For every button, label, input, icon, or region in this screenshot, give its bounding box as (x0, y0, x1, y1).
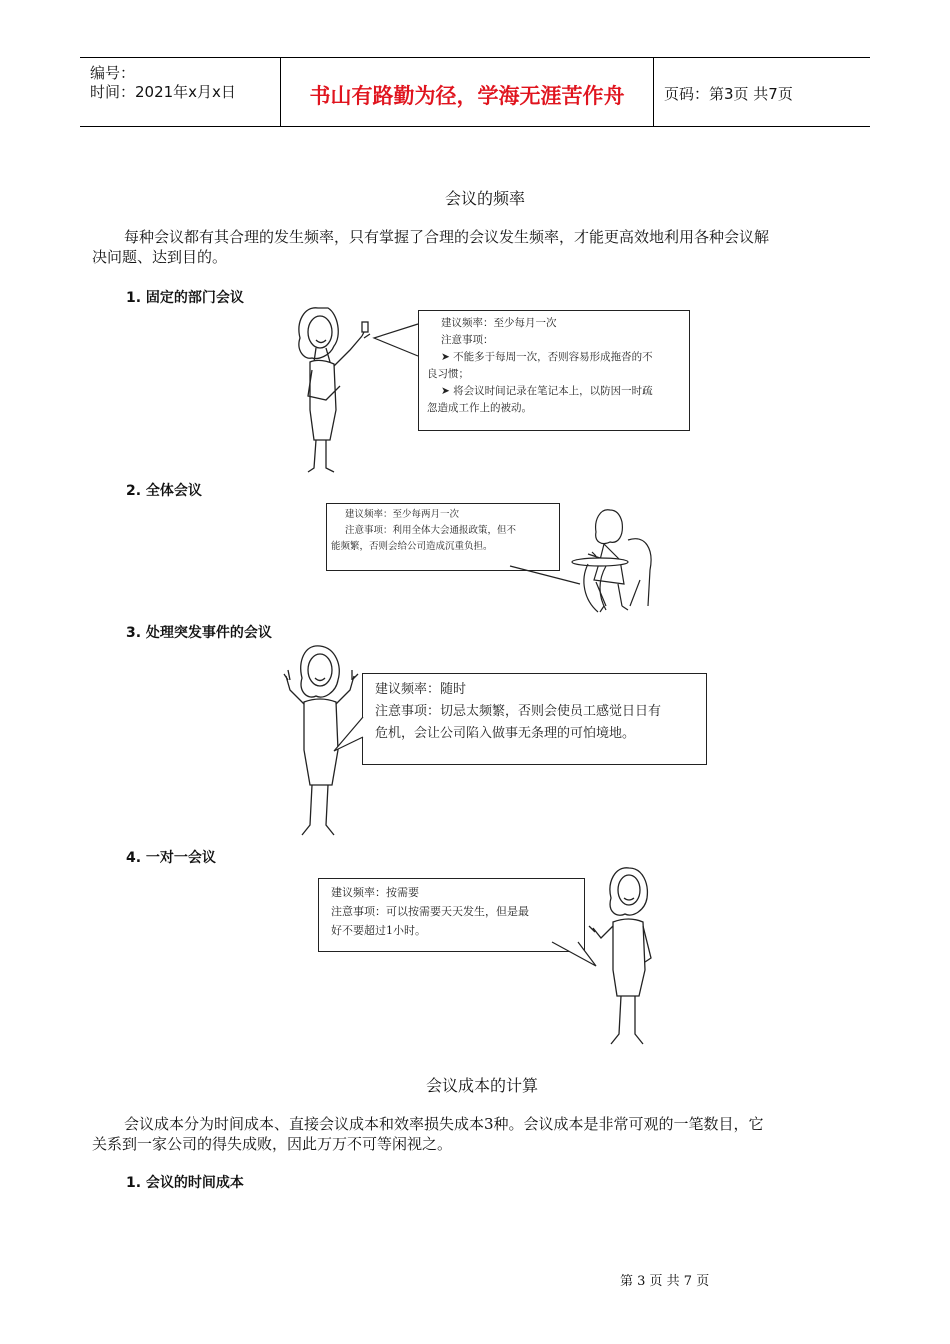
woman-gesturing-figure (585, 862, 665, 1052)
subheading-dept-meeting: 1. 固定的部门会议 (126, 290, 244, 306)
cost-intro-line-1: 会议成本分为时间成本、直接会议成本和效率损失成本3种。会议成本是非常可观的一笔数目，它 (124, 1115, 764, 1133)
callout-line: ➤ 不能多于每周一次，否则容易形成拖沓的不 (441, 351, 653, 363)
section-title-frequency: 会议的频率 (445, 189, 526, 208)
cost-intro-line-2: 关系到一家公司的得失成败，因此万万不可等闲视之。 (92, 1135, 453, 1153)
callout-line: 建议频率：至少每两月一次 (345, 509, 460, 520)
callout-dept-meeting (418, 310, 690, 431)
callout-line: 危机，会让公司陷入做事无条理的可怕境地。 (375, 726, 636, 741)
callout-line: 建议频率：按需要 (331, 886, 419, 899)
callout-line: 注意事项：利用全体大会通报政策，但不 (345, 525, 517, 536)
header-motto: 书山有路勤为径，学海无涯苦作舟 (309, 84, 625, 108)
doc-time-label: 时间：2021年x月x日 (90, 83, 236, 101)
callout-line: 注意事项：可以按需要天天发生，但是最 (331, 905, 529, 918)
callout-line: 建议频率：随时 (375, 682, 467, 697)
subheading-all-hands: 2. 全体会议 (126, 483, 202, 499)
subheading-time-cost: 1. 会议的时间成本 (126, 1175, 244, 1191)
callout-line: 注意事项： (441, 334, 494, 346)
section-title-cost: 会议成本的计算 (426, 1076, 539, 1095)
page-footer: 第 3 页 共 7 页 (620, 1274, 710, 1289)
header-meta-cell (80, 58, 281, 126)
subheading-emergency: 3. 处理突发事件的会议 (126, 625, 272, 641)
callout-line: 建议频率：至少每月一次 (441, 317, 557, 329)
callout-line: 能频繁，否则会给公司造成沉重负担。 (331, 541, 493, 552)
callout-line: 好不要超过1小时。 (331, 924, 426, 937)
callout-one-on-one (318, 878, 585, 952)
document-header (80, 57, 870, 127)
header-motto-cell (281, 58, 654, 126)
woman-sitting-figure (500, 500, 665, 618)
header-page-info: 页码：第3页 共7页 (664, 85, 793, 103)
callout-pointer (332, 715, 366, 755)
doc-number-label: 编号： (90, 64, 136, 82)
callout-pointer (372, 322, 422, 362)
subheading-one-on-one: 4. 一对一会议 (126, 850, 216, 866)
callout-line: ➤ 将会议时间记录在笔记本上，以防因一时疏 (441, 385, 653, 397)
callout-line: 注意事项：切忌太频繁，否则会使员工感觉日日有 (375, 704, 662, 719)
callout-emergency (362, 673, 707, 765)
header-page-cell (654, 58, 870, 126)
intro-line-1: 每种会议都有其合理的发生频率，只有掌握了合理的会议发生频率，才能更高效地利用各种会议解 (124, 228, 770, 246)
callout-line: 良习惯； (427, 368, 469, 380)
intro-line-2: 决问题、达到目的。 (92, 248, 228, 266)
callout-line: 忽造成工作上的被动。 (427, 402, 532, 414)
